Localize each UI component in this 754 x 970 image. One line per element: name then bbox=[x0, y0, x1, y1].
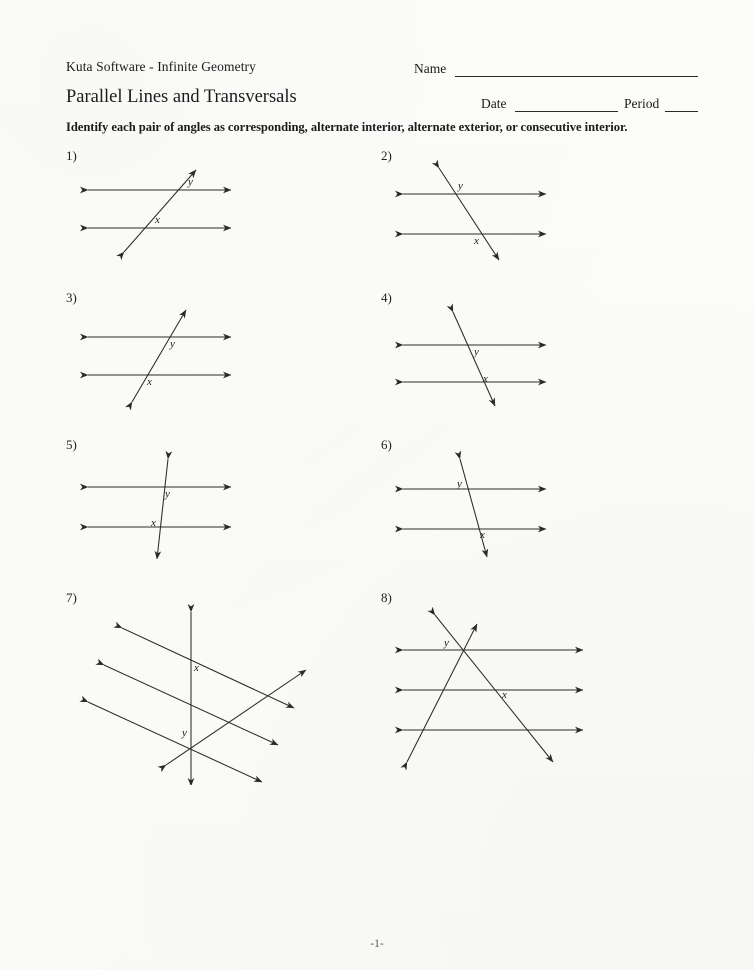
problem-3 bbox=[66, 290, 366, 415]
instructions-text: Identify each pair of angles as corresponding, alternate interior, alternate exterior, or consecutive interior. bbox=[66, 120, 628, 134]
problem-8 bbox=[381, 590, 691, 785]
problem-4-label-x: x bbox=[483, 373, 488, 385]
period-label: Period bbox=[624, 96, 660, 111]
problem-3-number: 3) bbox=[66, 290, 77, 305]
problem-1-label-y: y bbox=[188, 176, 193, 188]
problem-2-label-y: y bbox=[458, 180, 463, 192]
problem-4-label-y: y bbox=[474, 346, 479, 358]
problem-7-number: 7) bbox=[66, 590, 77, 605]
problem-6-label-y: y bbox=[457, 478, 462, 490]
problem-5-label-x: x bbox=[151, 517, 156, 529]
problem-7-diagram bbox=[66, 590, 376, 785]
name-blank-line[interactable] bbox=[455, 76, 698, 77]
problem-5-label-y: y bbox=[165, 488, 170, 500]
problem-8-label-y: y bbox=[444, 637, 449, 649]
problem-6-diagram bbox=[381, 437, 681, 567]
problem-2-number: 2) bbox=[381, 148, 392, 163]
problem-6 bbox=[381, 437, 681, 567]
problem-1-diagram bbox=[66, 148, 366, 273]
period-blank-line[interactable] bbox=[665, 111, 698, 112]
name-label: Name bbox=[414, 61, 447, 76]
problem-2-diagram bbox=[381, 148, 681, 273]
problem-7 bbox=[66, 590, 376, 785]
problem-2 bbox=[381, 148, 681, 273]
problem-4 bbox=[381, 290, 681, 415]
page-footer: -1- bbox=[370, 938, 384, 950]
problem-1 bbox=[66, 148, 366, 273]
problem-7-label-x: x bbox=[194, 662, 199, 674]
problem-4-number: 4) bbox=[381, 290, 392, 305]
page-title: Parallel Lines and Transversals bbox=[66, 87, 297, 107]
problem-4-diagram bbox=[381, 290, 681, 415]
problem-3-label-y: y bbox=[170, 338, 175, 350]
problem-3-diagram bbox=[66, 290, 366, 415]
problem-7-label-y: y bbox=[182, 727, 187, 739]
date-label: Date bbox=[481, 96, 507, 111]
problem-2-label-x: x bbox=[474, 235, 479, 247]
problem-3-label-x: x bbox=[147, 376, 152, 388]
problem-8-number: 8) bbox=[381, 590, 392, 605]
date-blank-line[interactable] bbox=[515, 111, 618, 112]
problem-8-diagram bbox=[381, 590, 691, 785]
problem-5-diagram bbox=[66, 437, 366, 567]
problem-6-number: 6) bbox=[381, 437, 392, 452]
problem-1-number: 1) bbox=[66, 148, 77, 163]
software-brand: Kuta Software - Infinite Geometry bbox=[66, 59, 256, 74]
problem-1-label-x: x bbox=[155, 214, 160, 226]
problem-5-number: 5) bbox=[66, 437, 77, 452]
problem-5 bbox=[66, 437, 366, 567]
problem-8-label-x: x bbox=[502, 689, 507, 701]
problem-6-label-x: x bbox=[480, 529, 485, 541]
